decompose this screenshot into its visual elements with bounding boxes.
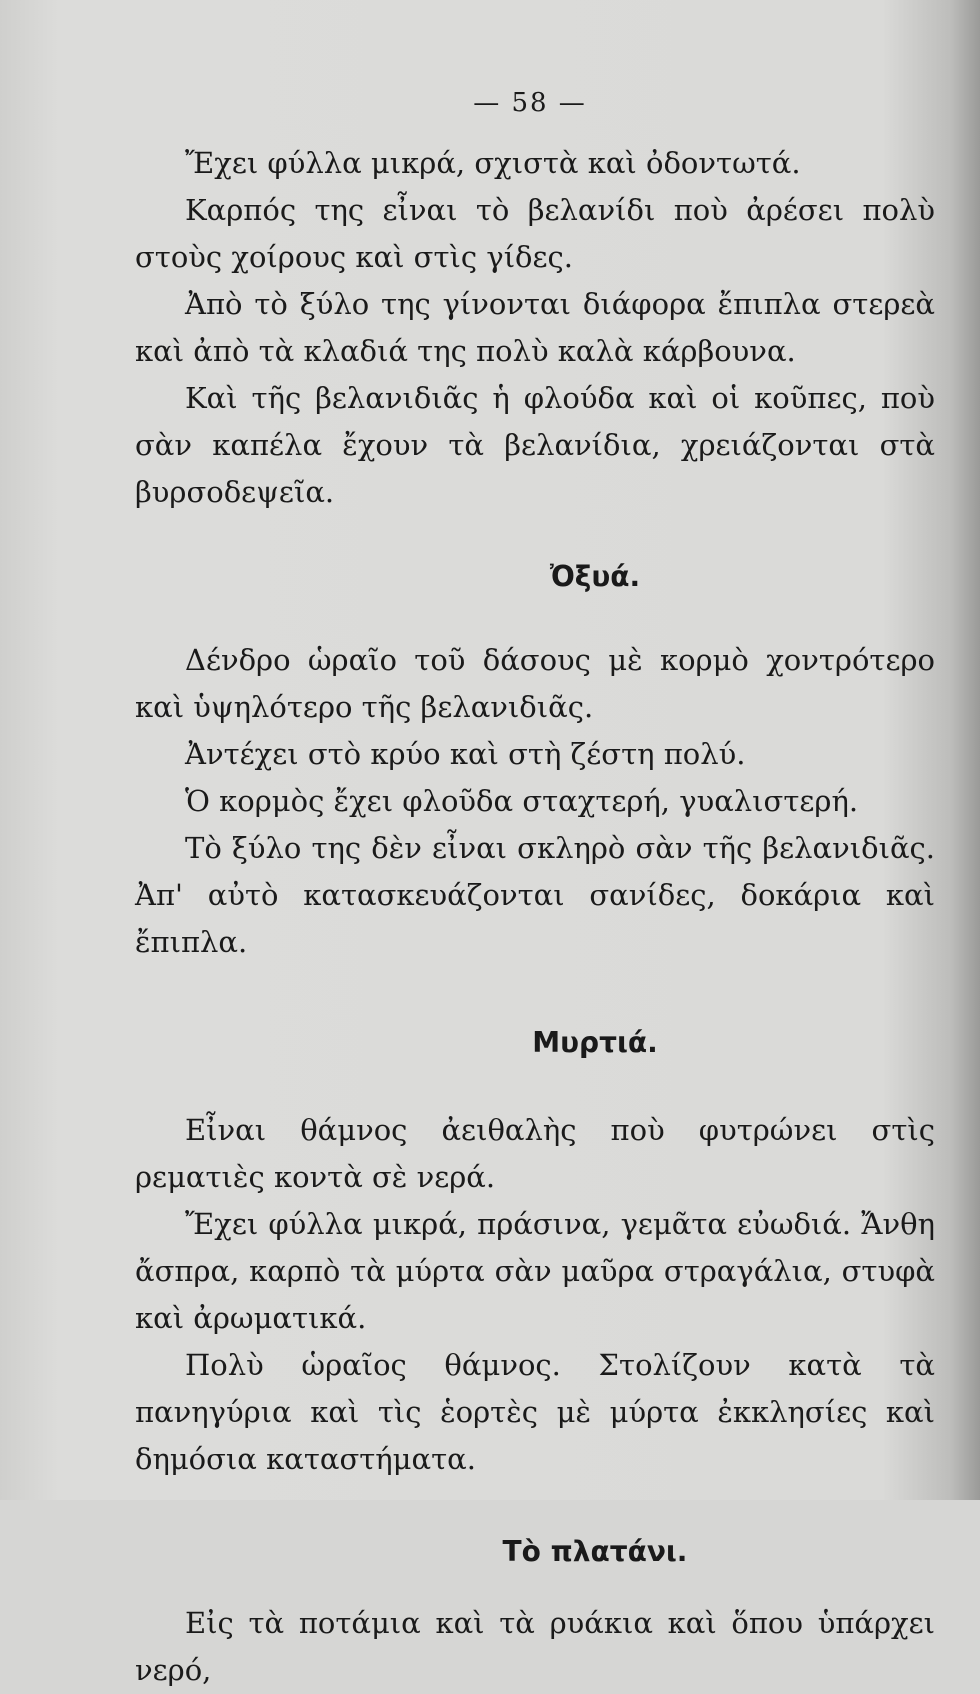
paragraph: Ἔχει φύλλα μικρά, σχιστὰ καὶ ὀδοντωτά. bbox=[185, 146, 801, 180]
paragraph: Εἶναι θάμνος ἀειθαλὴς ποὺ φυτρώνει στὶς ρεματιὲς κοντὰ σὲ νερά. bbox=[135, 1113, 935, 1194]
paragraph: Ἔχει φύλλα μικρά, πράσινα, γεμᾶτα εὐωδιά. Ἄνθη ἄσπρα, καρπὸ τὰ μύρτα σὰν μαῦρα στραγάλια, στυφὰ καὶ ἀρωματικά. bbox=[135, 1207, 935, 1335]
section-heading-myrtia: Μυρτιά. bbox=[532, 1026, 658, 1059]
paragraph: Δένδρο ὡραῖο τοῦ δάσους μὲ κορμὸ χοντρότερο καὶ ὑψηλότερο τῆς βελανιδιᾶς. bbox=[135, 643, 935, 724]
paragraph: Τὸ ξύλο της δὲν εἶναι σκληρὸ σὰν τῆς βελανιδιᾶς. Ἀπ' αὐτὸ κατασκευάζονται σανίδες, δοκάρια καὶ ἔπιπλα. bbox=[135, 831, 935, 959]
paragraph: Εἰς τὰ ποτάμια καὶ τὰ ρυάκια καὶ ὅπου ὑπάρχει νερό, bbox=[135, 1606, 935, 1687]
section-heading-platani: Τὸ πλατάνι. bbox=[502, 1535, 688, 1568]
body-text bbox=[135, 140, 935, 1694]
paragraph: Ὁ κορμὸς ἔχει φλοῦδα σταχτερή, γυαλιστερή. bbox=[185, 784, 859, 818]
paragraph: Ἀντέχει στὸ κρύο καὶ στὴ ζέστη πολύ. bbox=[185, 737, 746, 771]
paragraph: Καρπός της εἶναι τὸ βελανίδι ποὺ ἀρέσει πολὺ στοὺς χοίρους καὶ στὶς γίδες. bbox=[135, 193, 935, 274]
paragraph: Καὶ τῆς βελανιδιᾶς ἡ φλούδα καὶ οἱ κοῦπες, ποὺ σὰν καπέλα ἔχουν τὰ βελανίδια, χρειάζονται στὰ βυρσοδεψεῖα. bbox=[135, 381, 935, 509]
section-heading-oxya: Ὀξυά. bbox=[549, 560, 641, 593]
page-number: — 58 — bbox=[473, 88, 587, 118]
paragraph: Πολὺ ὡραῖος θάμνος. Στολίζουν κατὰ τὰ πανηγύρια καὶ τὶς ἑορτὲς μὲ μύρτα ἐκκλησίες καὶ δημόσια καταστήματα. bbox=[135, 1348, 935, 1476]
paragraph: Ἀπὸ τὸ ξύλο της γίνονται διάφορα ἔπιπλα στερεὰ καὶ ἀπὸ τὰ κλαδιά της πολὺ καλὰ κάρβουνα. bbox=[135, 287, 935, 368]
